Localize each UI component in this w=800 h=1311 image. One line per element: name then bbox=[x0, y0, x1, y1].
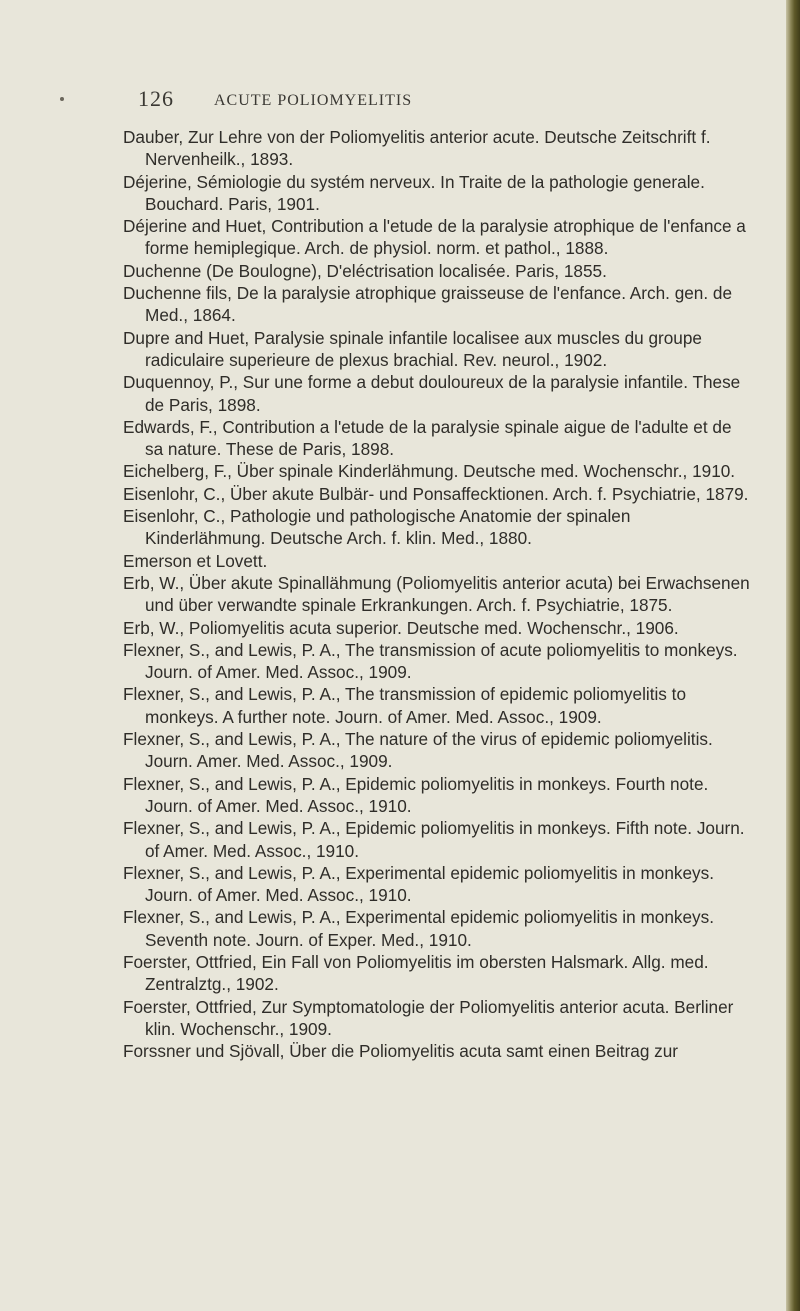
bibliography-entry: Déjerine and Huet, Contribution a l'etude de la paralysie atrophique de l'enfance a forme hemiplegique. Arch. de physiol. norm. et pathol., 1888. bbox=[123, 216, 746, 259]
bibliography-entry: Flexner, S., and Lewis, P. A., The transmission of epidemic poliomyelitis to monkeys. A further note. Journ. of Amer. Med. Assoc., 1909. bbox=[123, 684, 686, 727]
bibliography-entry: Flexner, S., and Lewis, P. A., Experimental epidemic poliomyelitis in monkeys. Journ. of Amer. Med. Assoc., 1910. bbox=[123, 862, 715, 906]
bibliography-entry: Eichelberg, F., Über spinale Kinderlähmung. Deutsche med. Wochenschr., 1910. bbox=[123, 461, 736, 482]
bibliography-entry: Duchenne fils, De la paralysie atrophique graisseuse de l'enfance. Arch. gen. de Med., 1864. bbox=[123, 283, 733, 326]
bibliography-entry: Flexner, S., and Lewis, P. A., The transmission of acute poliomyelitis to monkeys. Journ. of Amer. Med. Assoc., 1909. bbox=[123, 639, 738, 683]
bibliography-entry: Duquennoy, P., Sur une forme a debut douloureux de la paralysie infantile. These de Paris, 1898. bbox=[123, 372, 741, 415]
bibliography-entry: Erb, W., Poliomyelitis acuta superior. Deutsche med. Wochenschr., 1906. bbox=[123, 617, 679, 638]
bibliography-list bbox=[123, 126, 751, 1062]
bibliography-entry: Dauber, Zur Lehre von der Poliomyelitis anterior acute. Deutsche Zeitschrift f. Nervenheilk., 1893. bbox=[123, 127, 711, 170]
page-header bbox=[0, 86, 786, 116]
bibliography-entry: Forssner und Sjövall, Über die Poliomyelitis acuta samt einen Beitrag zur bbox=[123, 1041, 679, 1062]
bibliography-entry: Eisenlohr, C., Über akute Bulbär- und Ponsaffecktionen. Arch. f. Psychiatrie, 1879. bbox=[123, 483, 749, 504]
bibliography-entry: Flexner, S., and Lewis, P. A., The nature of the virus of epidemic poliomyelitis. Journ. Amer. Med. Assoc., 1909. bbox=[123, 729, 713, 772]
book-edge bbox=[786, 0, 800, 1311]
bibliography-entry: Eisenlohr, C., Pathologie und pathologische Anatomie der spinalen Kinderlähmung. Deutsche Arch. f. klin. Med., 1880. bbox=[123, 506, 631, 549]
bibliography-entry: Foerster, Ottfried, Ein Fall von Poliomyelitis im obersten Halsmark. Allg. med. Zentralztg., 1902. bbox=[123, 951, 709, 995]
bibliography-entry: Flexner, S., and Lewis, P. A., Epidemic poliomyelitis in monkeys. Fifth note. Journ. of Amer. Med. Assoc., 1910. bbox=[123, 818, 745, 861]
page-number: 126 bbox=[138, 86, 174, 111]
bibliography-entry: Edwards, F., Contribution a l'etude de la paralysie spinale aigue de l'adulte et de sa nature. These de Paris, 1898. bbox=[123, 416, 732, 460]
bibliography-entry: Déjerine, Sémiologie du systém nerveux. In Traite de la pathologie generale. Bouchard. Paris, 1901. bbox=[123, 171, 705, 214]
bibliography-entry: Flexner, S., and Lewis, P. A., Epidemic poliomyelitis in monkeys. Fourth note. Journ. of Amer. Med. Assoc., 1910. bbox=[123, 773, 709, 816]
bibliography-entry: Dupre and Huet, Paralysie spinale infantile localisee aux muscles du groupe radiculaire superieure de plexus brachial. Rev. neurol., 1902. bbox=[123, 327, 702, 370]
bibliography-entry: Foerster, Ottfried, Zur Symptomatologie der Poliomyelitis anterior acuta. Berliner klin. Wochenschr., 1909. bbox=[123, 996, 734, 1039]
bibliography-entry: Flexner, S., and Lewis, P. A., Experimental epidemic poliomyelitis in monkeys. Seventh note. Journ. of Exper. Med., 1910. bbox=[123, 907, 715, 950]
bibliography-entry: Duchenne (De Boulogne), D'eléctrisation localisée. Paris, 1855. bbox=[123, 260, 607, 281]
running-head: ACUTE POLIOMYELITIS bbox=[214, 92, 413, 109]
bibliography-entry: Emerson et Lovett. bbox=[123, 550, 268, 571]
bibliography-entry: Erb, W., Über akute Spinallähmung (Poliomyelitis anterior acuta) bei Erwachsenen und über verwandte spinale Erkrankungen. Arch. f. Psychiatrie, 1875. bbox=[123, 572, 750, 616]
